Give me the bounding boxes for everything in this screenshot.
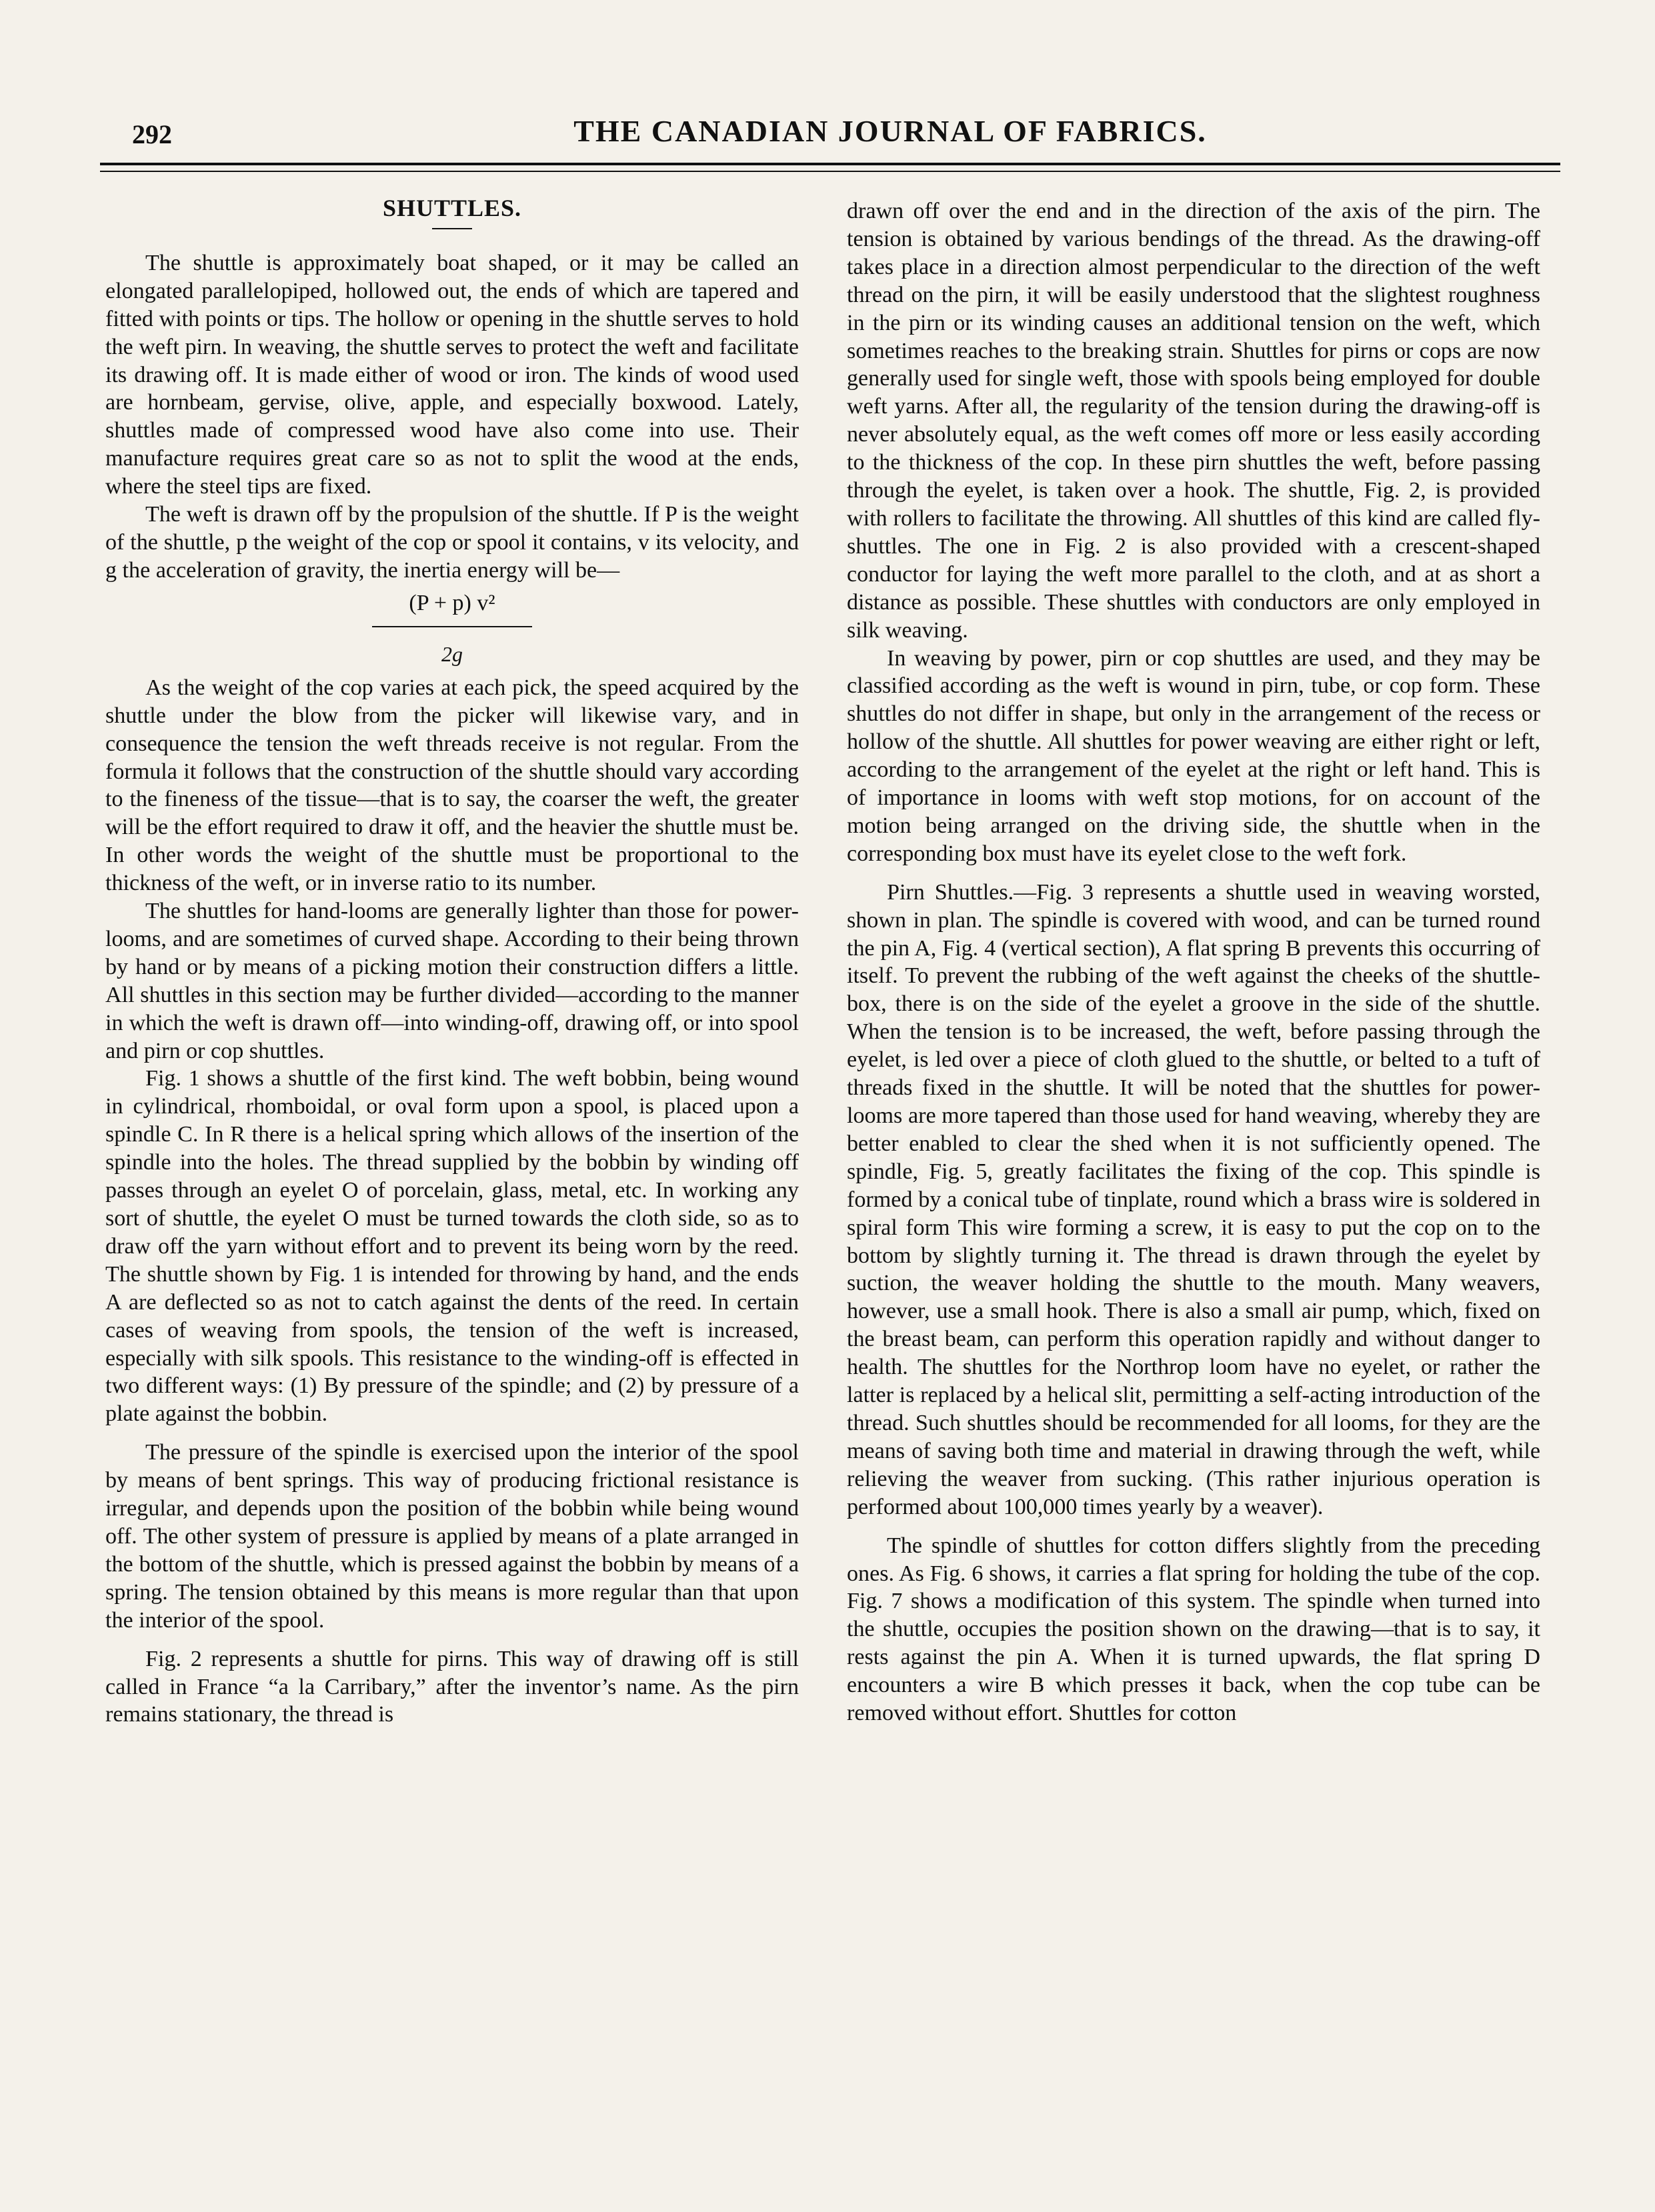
page-header — [100, 113, 1560, 160]
paragraph: In weaving by power, pirn or cop shuttles are used, and they may be classified according as the weft is wound in pirn, tube, or cop form. These shuttles do not differ in shape, but only in the arrangement of the recess or hollow of the shuttle. All shuttles for power weaving are either right or left, according to the arrangement of the eyelet at the right or left hand. This is of importance in looms with weft stop motions, for on account of the motion being arranged on the driving side, the shuttle when in the corresponding box must have its eyelet close to the weft fork. — [847, 645, 1540, 866]
paragraph: Fig. 1 shows a shuttle of the first kind. The weft bobbin, being wound in cylindrical, rhomboidal, or oval form upon a spool, is placed upon a spindle C. In R there is a helical spring which allows of the insertion of the spindle into the holes. The thread supplied by the bobbin by winding off passes through an eyelet O of porcelain, glass, metal, etc. In working any sort of shuttle, the eyelet O must be turned towards the cloth side, so as to draw off the yarn without effort and to prevent its being worn by the reed. The shuttle shown by Fig. 1 is intended for throwing by hand, and the ends A are deflected so as not to catch against the dents of the reed. In certain cases of weaving from spools, the tension of the weft is increased, especially with silk spools. This resistance to the winding-off is effected in two different ways: (1) By pressure of the spindle; and (2) by pressure of a plate against the bobbin. — [105, 1066, 799, 1427]
page-number: 292 — [132, 119, 172, 149]
formula-numerator: (P + p) v² — [409, 590, 495, 615]
paragraph: drawn off over the end and in the direction of the axis of the pirn. The tension is obtained by various bendings of the thread. As the drawing-off takes place in a direction almost perpendicular to the direction of the weft thread on the pirn, it will be easily understood that the slightest roughness in the pirn or its winding causes an additional tension on the weft, which sometimes reaches to the breaking strain. Shuttles for pirns or cops are now generally used for single weft, those with spools being employed for double weft yarns. After all, the regularity of the tension during the drawing-off is never absolutely equal, as the weft comes off more or less easily according to the thickness of the cop. In these pirn shuttles the weft, before passing through the eyelet, is taken over a hook. The shuttle, Fig. 2, is provided with rollers to facilitate the throwing. All shuttles of this kind are called fly-shuttles. The one in Fig. 2 is also provided with a crescent-shaped conductor for laying the weft more parallel to the cloth, and at as short a distance as possible. These shuttles with conductors are only employed in silk weaving. — [847, 199, 1540, 643]
journal-title: THE CANADIAN JOURNAL OF FABRICS. — [573, 114, 1207, 148]
paragraph: Pirn Shuttles.—Fig. 3 represents a shuttle used in weaving worsted, shown in plan. The spindle is covered with wood, and can be turned round the pin A, Fig. 4 (vertical section), A flat spring B prevents this occurring of itself. To prevent the rubbing of the weft against the cheeks of the shuttle-box, there is on the side of the eyelet a groove in the side of the shuttle. When the tension is to be increased, the weft, before passing through the eyelet, is led over a piece of cloth glued to the shuttle, or belted to a tuft of threads fixed in the shuttle. It will be noted that the shuttles for power-looms are more tapered than those used for hand weaving, whereby they are better enabled to clear the shed when it is not sufficiently opened. The spindle, Fig. 5, greatly facilitates the fixing of the cop. This spindle is formed by a conical tube of tinplate, round which a brass wire is soldered in spiral form This wire forming a screw, it is easy to put the cop on to the bottom by slightly turning it. The thread is drawn through the eyelet by suction, the weaver holding the shuttle to the mouth. Many weavers, however, use a small hook. There is also a small air pump, which, fixed on the breast beam, can perform this operation rapidly and without danger to health. The shuttles for the Northrop loom have no eyelet, or rather the latter is replaced by a helical slit, permitting a self-acting introduction of the thread. Such shuttles should be recommended for all looms, for they are the means of saving both time and material in drawing through the weft, while relieving the weaver from sucking. (This rather injurious operation is performed about 100,000 times yearly by a weaver). — [847, 879, 1540, 1519]
paragraph: As the weight of the cop varies at each pick, the speed acquired by the shuttle under the blow from the picker will likewise vary, and in consequence the tension the weft threads receive is not regular. From the formula it follows that the construction of the shuttle should vary according to the fineness of the tissue—that is to say, the coarser the weft, the greater will be the effort required to draw it off, and the heavier the shuttle must be. In other words the weight of the shuttle must be proportional to the thickness of the weft, or in inverse ratio to its number. — [105, 675, 799, 896]
left-column — [105, 195, 799, 2168]
inertia-formula — [105, 590, 799, 667]
paragraph: Fig. 2 represents a shuttle for pirns. This way of drawing off is still called in France “a la Carribary,” after the inventor’s name. As the pirn remains stationary, the thread is — [105, 1646, 799, 1727]
header-rule-thick — [100, 163, 1560, 165]
paragraph: The weft is drawn off by the propulsion of the shuttle. If P is the weight of the shuttle, p the weight of the cop or spool it contains, v its velocity, and g the acceleration of gravity, the inertia energy will be— — [105, 502, 799, 583]
article-title: SHUTTLES. — [382, 195, 522, 221]
paragraph: The pressure of the spindle is exercised upon the interior of the spool by means of bent springs. This way of producing frictional resistance is irregular, and depends upon the position of the bobbin while being wound off. The other system of pressure is applied by means of a plate arranged in the bottom of the shuttle, which is pressed against the bobbin by means of a spring. The tension obtained by this means is more regular than that upon the interior of the spool. — [105, 1440, 799, 1633]
right-column — [847, 197, 1540, 2151]
paragraph: The shuttles for hand-looms are generally lighter than those for power-looms, and are sometimes of curved shape. According to their being thrown by hand or by means of a picking motion their construction differs a little. All shuttles in this section may be further divided—according to the manner in which the weft is drawn off—into winding-off, drawing off, or into spool and pirn or cop shuttles. — [105, 899, 799, 1063]
paragraph: The shuttle is approximately boat shaped, or it may be called an elongated parallelopiped, hollowed out, the ends of which are tapered and fitted with points or tips. The hollow or opening in the shuttle serves to hold the weft pirn. In weaving, the shuttle serves to protect the weft and facilitate its drawing off. It is made either of wood or iron. The kinds of wood used are hornbeam, gervise, olive, apple, and especially boxwood. Lately, shuttles made of compressed wood have also come into use. Their manufacture requires great care so as not to split the wood at the ends, where the steel tips are fixed. — [105, 250, 799, 499]
formula-denominator: 2g — [441, 641, 463, 666]
title-divider — [432, 228, 472, 229]
header-rule-thin — [100, 171, 1560, 172]
fraction-bar — [372, 626, 532, 627]
paragraph: The spindle of shuttles for cotton differs slightly from the preceding ones. As Fig. 6 shows, it carries a flat spring for holding the tube of the cop. Fig. 7 shows a modification of this system. The spindle when turned into the shuttle, occupies the position shown on the drawing—that is to say, it rests against the pin A. When it is turned upwards, the flat spring D encounters a wire B which presses it back, when the cop tube can be removed without effort. Shuttles for cotton — [847, 1533, 1540, 1726]
